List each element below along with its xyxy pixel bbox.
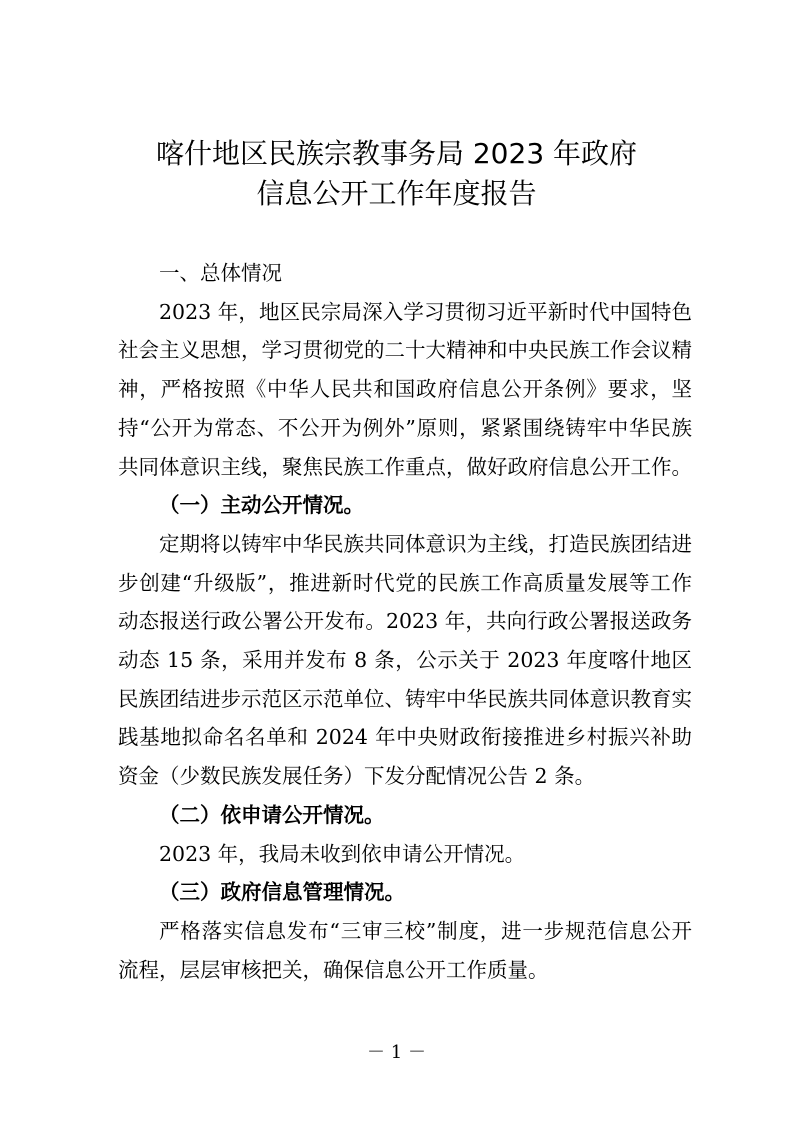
body-paragraph-active-disclosure: 定期将以铸牢中华民族共同体意识为主线，打造民族团结进步创建“升级版”，推进新时代党的民族工作高质量发展等工作动态报送行政公署公开发布。2023 年，共向行政公署报送政务动态 15 条，采用并发布 8 条，公示关于 2023 年度喀什地区民族团结进步示范区示范单位、铸牢中华民族共同体意识教育实践基地拟命名名单和 2024 年中央财政衔接推进乡村振兴补助资金（少数民族发展任务）下发分配情况公告 2 条。 [118,531,692,789]
document-body [118,254,692,989]
document-title-line-1: 喀什地区民族宗教事务局 2023 年政府 [155,137,638,170]
subsection-heading-active-disclosure: （一）主动公开情况。 [159,493,364,518]
page-number: － 1 － [367,1042,426,1063]
body-paragraph-information-management: 严格落实信息发布“三审三校”制度，进一步规范信息公开流程，层层审核把关，确保信息公开工作质量。 [118,918,692,982]
document-title-line-2: 信息公开工作年度报告 [256,177,537,210]
subsection-heading-application-disclosure: （二）依申请公开情况。 [159,802,385,827]
body-paragraph-overview: 2023 年，地区民宗局深入学习贯彻习近平新时代中国特色社会主义思想，学习贯彻党的二十大精神和中央民族工作会议精神，严格按照《中华人民共和国政府信息公开条例》要求，坚持“公开为常态、不公开为例外”原则，紧紧围绕铸牢中华民族共同体意识主线，聚焦民族工作重点，做好政府信息公开工作。 [118,299,692,479]
subsection-heading-information-management: （三）政府信息管理情况。 [159,880,405,905]
section-heading-overview: 一、总体情况 [159,261,282,285]
body-paragraph-application-disclosure: 2023 年，我局未收到依申请公开情况。 [159,841,526,866]
